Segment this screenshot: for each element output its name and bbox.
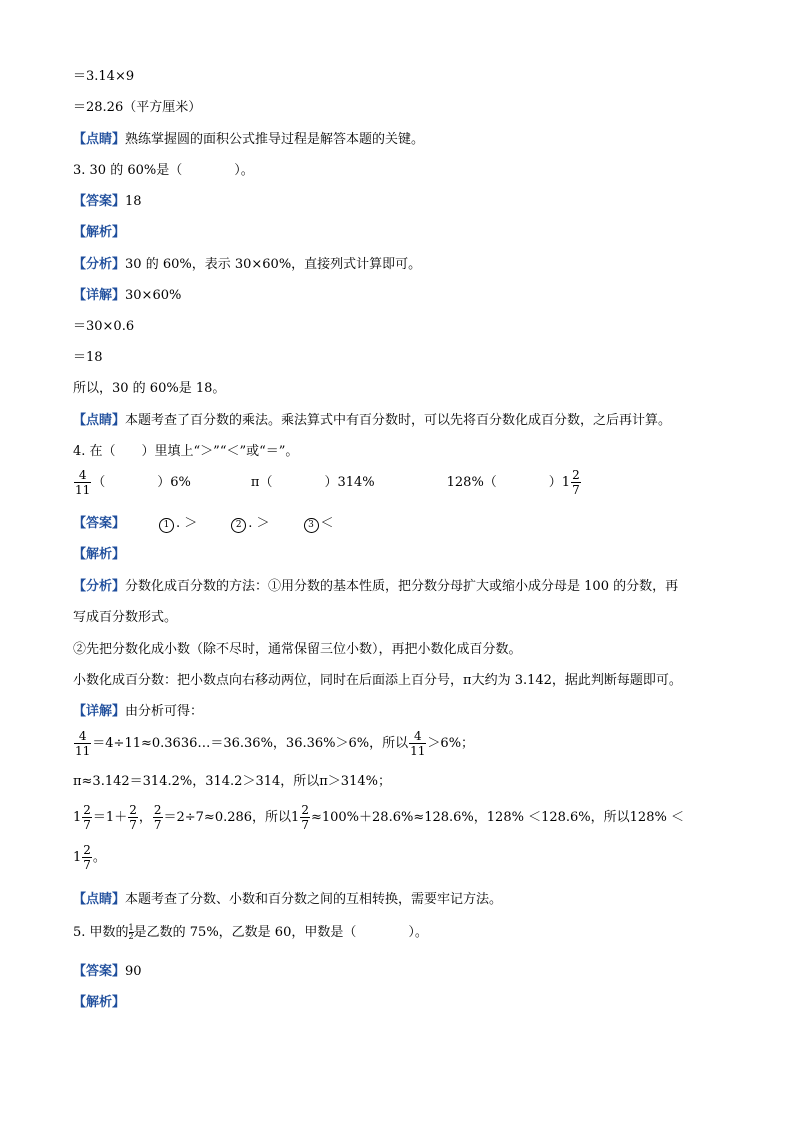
q5-text-b: 是乙数的 75%，乙数是 60，甲数是（ ）。	[133, 925, 428, 940]
q4-items	[73, 468, 582, 498]
answer-3: ＜	[320, 516, 334, 531]
xiangjie-text: 由分析可得：	[125, 704, 204, 719]
fraction-2-7: $\frac{2}{7}$	[83, 843, 91, 872]
dianjing-tag: 【点睛】	[73, 892, 126, 907]
q3-step-1: ＝30×0.6	[73, 319, 135, 334]
fraction-2-7: $\frac{2}{7}$	[153, 803, 162, 832]
detail-1-tail: ＞6%；	[427, 736, 475, 751]
q4-fenxi-2: 写成百分数形式。	[73, 610, 178, 625]
pi-symbol: π	[463, 673, 472, 688]
answer-tag: 【答案】	[73, 516, 126, 531]
xiangjie-tag: 【详解】	[73, 288, 126, 303]
q4-fenxi-1	[73, 578, 678, 596]
answer-value: 90	[125, 964, 142, 979]
q4-xiangjie	[73, 703, 203, 721]
fenxi-text: 30 的 60%，表示 30×60%，直接列式计算即可。	[125, 257, 422, 272]
detail-3-comma: ，	[138, 810, 152, 825]
xiangjie-tag: 【详解】	[73, 704, 126, 719]
fraction-4-11: $\frac{4}{11}$	[75, 729, 91, 758]
answer-1: . ＞	[176, 516, 198, 531]
q4-detail-3	[73, 803, 684, 833]
fenxi-4-text-a: 小数化成百分数：把小数点向右移动两位，同时在后面添上百分号，	[73, 673, 464, 688]
circled-number-1: 1	[159, 518, 174, 533]
answer-2: . ＞	[248, 516, 270, 531]
fraction-2-7: $\frac{2}{7}$	[83, 803, 91, 832]
answer-tag: 【答案】	[73, 964, 126, 979]
q4-analysis-tag: 【解析】	[73, 547, 126, 562]
detail-3-text-c: ＝2÷7≈0.286，所以1	[163, 810, 300, 825]
key-point-text: 熟练掌握圆的面积公式推导过程是解答本题的关键。	[125, 132, 425, 147]
fraction-1-2: $\frac{1}{2}$	[128, 923, 134, 941]
q3-dianjing	[73, 412, 671, 430]
q4-answer	[73, 515, 334, 533]
q5-answer	[73, 963, 142, 981]
q4-fenxi-4	[73, 672, 682, 690]
q4-detail-1	[73, 729, 474, 759]
detail-3-text-d: ≈100%＋28.6%≈128.6%，128% ＜128.6%，所以128% ＜	[310, 810, 684, 825]
mixed-one: 1	[73, 850, 82, 865]
q3-conclusion: 所以，30 的 60%是 18。	[73, 381, 226, 396]
fenxi-4-text-b: 大约为 3.142，据此判断每题即可。	[471, 673, 682, 688]
line-calc-2: ＝28.26（平方厘米）	[73, 100, 202, 115]
fraction-4-11: $\frac{4}{11}$	[410, 729, 426, 758]
fraction-2-7: $\frac{2}{7}$	[572, 468, 580, 497]
q3-analysis-tag: 【解析】	[73, 225, 126, 240]
mixed-one: 1	[73, 810, 82, 825]
dianjing-text: 本题考查了百分数的乘法。乘法算式中有百分数时，可以先将百分数化成百分数，之后再计算。	[125, 413, 672, 428]
line-calc-1: ＝3.14×9	[73, 69, 135, 84]
fenxi-tag: 【分析】	[73, 257, 126, 272]
dianjing-text: 本题考查了分数、小数和百分数之间的互相转换，需要牢记方法。	[125, 892, 503, 907]
fenxi-tag: 【分析】	[73, 579, 126, 594]
fenxi-text: 分数化成百分数的方法：①用分数的基本性质，把分数分母扩大或缩小成分母是 100 的分数，再	[125, 579, 679, 594]
detail-1-text: ＝4÷11≈0.3636…＝36.36%，36.36%＞6%，所以	[92, 736, 409, 751]
answer-value: 18	[125, 194, 142, 209]
fraction-2-7: $\frac{2}{7}$	[301, 803, 309, 832]
q4-dianjing	[73, 891, 502, 909]
fraction-4-11: $\frac{4}{11}$	[75, 468, 91, 497]
fraction-2-7: $\frac{2}{7}$	[129, 803, 137, 832]
question-5	[73, 924, 428, 942]
answer-tag: 【答案】	[73, 194, 126, 209]
q4-detail-4	[73, 843, 106, 873]
xiangjie-text: 30×60%	[125, 288, 182, 303]
q3-xiangjie	[73, 287, 181, 305]
pi-symbol: π	[250, 475, 260, 490]
dianjing-tag: 【点睛】	[73, 413, 126, 428]
q4-item-b: （ ）314%	[259, 475, 375, 490]
q5-text-a: 5. 甲数的	[73, 925, 129, 940]
key-point-tag: 【点睛】	[73, 132, 126, 147]
q4-fenxi-3: ②先把分数化成小数（除不尽时，通常保留三位小数），再把小数化成百分数。	[73, 642, 522, 657]
detail-4-end: 。	[92, 850, 106, 865]
circled-number-2: 2	[231, 518, 246, 533]
q3-answer	[73, 193, 142, 211]
q3-step-2: ＝18	[73, 350, 103, 365]
q4-item-a: （ ）6%	[92, 475, 191, 490]
question-4: 4. 在（ ）里填上“＞”“＜”或“＝”。	[73, 444, 299, 459]
q3-fenxi	[73, 256, 421, 274]
q4-detail-2: π≈3.142＝314.2%，314.2＞314，所以π＞314%；	[73, 774, 391, 789]
detail-3-text-a: ＝1＋	[92, 810, 128, 825]
q5-analysis-tag: 【解析】	[73, 995, 126, 1010]
circled-number-3: 3	[304, 518, 319, 533]
q4-item-c: 128%（ ）1	[446, 475, 571, 490]
key-point-line	[73, 131, 424, 149]
question-3: 3. 30 的 60%是（ ）。	[73, 163, 254, 178]
